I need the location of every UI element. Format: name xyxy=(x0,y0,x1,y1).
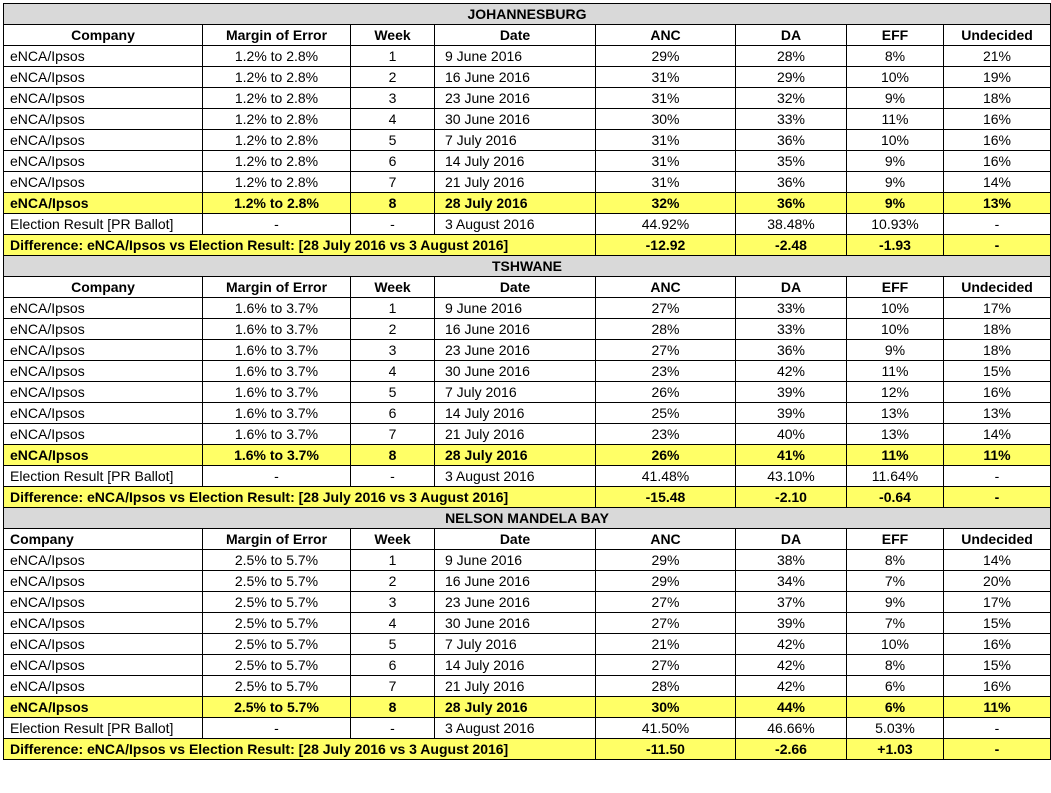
cell-undecided: 11% xyxy=(944,697,1051,718)
column-header-week: Week xyxy=(351,277,435,298)
cell-da: 42% xyxy=(736,634,847,655)
cell-company: eNCA/Ipsos xyxy=(4,382,203,403)
cell-date: 16 June 2016 xyxy=(435,67,596,88)
column-header-undecided: Undecided xyxy=(944,277,1051,298)
latest-poll-row xyxy=(4,193,1051,214)
cell-undecided: 16% xyxy=(944,634,1051,655)
cell-week: - xyxy=(351,214,435,235)
poll-row xyxy=(4,67,1051,88)
column-header-eff: EFF xyxy=(847,529,944,550)
cell-margin-of-error: 1.2% to 2.8% xyxy=(203,172,351,193)
cell-da: 40% xyxy=(736,424,847,445)
cell-date: 23 June 2016 xyxy=(435,88,596,109)
cell-da: 42% xyxy=(736,676,847,697)
column-header-undecided: Undecided xyxy=(944,529,1051,550)
column-header-margin-of-error: Margin of Error xyxy=(203,277,351,298)
cell-da: 36% xyxy=(736,172,847,193)
poll-row xyxy=(4,382,1051,403)
cell-margin-of-error: 1.2% to 2.8% xyxy=(203,193,351,214)
column-header-company: Company xyxy=(4,277,203,298)
cell-anc: 31% xyxy=(596,172,736,193)
column-header-margin-of-error: Margin of Error xyxy=(203,529,351,550)
cell-undecided: 19% xyxy=(944,67,1051,88)
cell-week: 3 xyxy=(351,592,435,613)
cell-company: eNCA/Ipsos xyxy=(4,550,203,571)
column-header-eff: EFF xyxy=(847,25,944,46)
column-header-date: Date xyxy=(435,277,596,298)
cell-undecided: - xyxy=(944,718,1051,739)
column-header-undecided: Undecided xyxy=(944,25,1051,46)
cell-week: 2 xyxy=(351,319,435,340)
cell-eff: 11% xyxy=(847,361,944,382)
column-header-anc: ANC xyxy=(596,25,736,46)
election-result-row xyxy=(4,718,1051,739)
difference-eff: -0.64 xyxy=(847,487,944,508)
column-header-anc: ANC xyxy=(596,529,736,550)
cell-margin-of-error: 1.6% to 3.7% xyxy=(203,319,351,340)
poll-row xyxy=(4,298,1051,319)
cell-undecided: 20% xyxy=(944,571,1051,592)
cell-undecided: 17% xyxy=(944,298,1051,319)
cell-company: eNCA/Ipsos xyxy=(4,151,203,172)
cell-undecided: 18% xyxy=(944,319,1051,340)
cell-date: 23 June 2016 xyxy=(435,340,596,361)
cell-week: 2 xyxy=(351,571,435,592)
cell-company: eNCA/Ipsos xyxy=(4,361,203,382)
cell-company: Election Result [PR Ballot] xyxy=(4,466,203,487)
cell-date: 21 July 2016 xyxy=(435,424,596,445)
cell-eff: 13% xyxy=(847,424,944,445)
poll-row xyxy=(4,403,1051,424)
cell-margin-of-error: - xyxy=(203,466,351,487)
cell-da: 36% xyxy=(736,193,847,214)
poll-row xyxy=(4,109,1051,130)
cell-eff: 13% xyxy=(847,403,944,424)
section-title-row xyxy=(4,256,1051,277)
cell-anc: 41.50% xyxy=(596,718,736,739)
cell-date: 9 June 2016 xyxy=(435,46,596,67)
cell-anc: 27% xyxy=(596,298,736,319)
cell-undecided: 18% xyxy=(944,340,1051,361)
cell-eff: 6% xyxy=(847,676,944,697)
cell-margin-of-error: - xyxy=(203,214,351,235)
cell-eff: 10% xyxy=(847,319,944,340)
difference-eff: -1.93 xyxy=(847,235,944,256)
cell-week: 7 xyxy=(351,676,435,697)
column-header-company: Company xyxy=(4,529,203,550)
cell-company: eNCA/Ipsos xyxy=(4,109,203,130)
cell-margin-of-error: 1.6% to 3.7% xyxy=(203,424,351,445)
cell-anc: 31% xyxy=(596,88,736,109)
cell-company: eNCA/Ipsos xyxy=(4,424,203,445)
cell-anc: 28% xyxy=(596,319,736,340)
cell-margin-of-error: 1.2% to 2.8% xyxy=(203,109,351,130)
cell-eff: 9% xyxy=(847,88,944,109)
cell-week: 7 xyxy=(351,172,435,193)
poll-row xyxy=(4,550,1051,571)
cell-company: eNCA/Ipsos xyxy=(4,172,203,193)
cell-week: 4 xyxy=(351,613,435,634)
column-header-eff: EFF xyxy=(847,277,944,298)
difference-label: Difference: eNCA/Ipsos vs Election Result: [28 July 2016 vs 3 August 2016] xyxy=(4,487,596,508)
poll-row xyxy=(4,319,1051,340)
column-header-da: DA xyxy=(736,277,847,298)
difference-row xyxy=(4,487,1051,508)
cell-date: 14 July 2016 xyxy=(435,403,596,424)
section-title: NELSON MANDELA BAY xyxy=(4,508,1051,529)
cell-margin-of-error: 1.6% to 3.7% xyxy=(203,445,351,466)
cell-company: eNCA/Ipsos xyxy=(4,403,203,424)
cell-date: 21 July 2016 xyxy=(435,676,596,697)
cell-week: 5 xyxy=(351,382,435,403)
cell-undecided: 13% xyxy=(944,403,1051,424)
cell-date: 28 July 2016 xyxy=(435,193,596,214)
cell-da: 46.66% xyxy=(736,718,847,739)
cell-undecided: 14% xyxy=(944,172,1051,193)
cell-margin-of-error: 1.2% to 2.8% xyxy=(203,67,351,88)
poll-row xyxy=(4,676,1051,697)
poll-row xyxy=(4,46,1051,67)
cell-undecided: 15% xyxy=(944,613,1051,634)
cell-margin-of-error: 1.2% to 2.8% xyxy=(203,151,351,172)
column-header-margin-of-error: Margin of Error xyxy=(203,25,351,46)
election-result-row xyxy=(4,466,1051,487)
cell-date: 3 August 2016 xyxy=(435,466,596,487)
column-header-week: Week xyxy=(351,25,435,46)
cell-da: 34% xyxy=(736,571,847,592)
cell-undecided: 14% xyxy=(944,424,1051,445)
difference-da: -2.10 xyxy=(736,487,847,508)
poll-row xyxy=(4,634,1051,655)
cell-date: 30 June 2016 xyxy=(435,613,596,634)
cell-week: 6 xyxy=(351,403,435,424)
cell-anc: 41.48% xyxy=(596,466,736,487)
cell-date: 16 June 2016 xyxy=(435,571,596,592)
cell-da: 38% xyxy=(736,550,847,571)
cell-company: eNCA/Ipsos xyxy=(4,655,203,676)
header-row xyxy=(4,529,1051,550)
cell-company: eNCA/Ipsos xyxy=(4,697,203,718)
column-header-da: DA xyxy=(736,25,847,46)
cell-date: 21 July 2016 xyxy=(435,172,596,193)
cell-date: 9 June 2016 xyxy=(435,298,596,319)
cell-anc: 31% xyxy=(596,130,736,151)
difference-da: -2.66 xyxy=(736,739,847,760)
column-header-anc: ANC xyxy=(596,277,736,298)
cell-week: 5 xyxy=(351,130,435,151)
cell-company: eNCA/Ipsos xyxy=(4,298,203,319)
cell-da: 37% xyxy=(736,592,847,613)
cell-eff: 7% xyxy=(847,613,944,634)
difference-undecided: - xyxy=(944,235,1051,256)
cell-undecided: 18% xyxy=(944,88,1051,109)
cell-margin-of-error: 1.6% to 3.7% xyxy=(203,340,351,361)
election-result-row xyxy=(4,214,1051,235)
cell-date: 28 July 2016 xyxy=(435,697,596,718)
section-title-row xyxy=(4,508,1051,529)
cell-eff: 10% xyxy=(847,298,944,319)
poll-row xyxy=(4,361,1051,382)
cell-anc: 26% xyxy=(596,445,736,466)
cell-anc: 27% xyxy=(596,613,736,634)
difference-anc: -15.48 xyxy=(596,487,736,508)
cell-company: eNCA/Ipsos xyxy=(4,193,203,214)
cell-eff: 9% xyxy=(847,592,944,613)
cell-undecided: 14% xyxy=(944,550,1051,571)
cell-anc: 27% xyxy=(596,655,736,676)
cell-anc: 30% xyxy=(596,697,736,718)
cell-eff: 12% xyxy=(847,382,944,403)
cell-eff: 11% xyxy=(847,445,944,466)
cell-eff: 8% xyxy=(847,550,944,571)
cell-undecided: 16% xyxy=(944,130,1051,151)
cell-margin-of-error: 2.5% to 5.7% xyxy=(203,634,351,655)
cell-undecided: - xyxy=(944,466,1051,487)
cell-eff: 5.03% xyxy=(847,718,944,739)
cell-week: 3 xyxy=(351,88,435,109)
cell-date: 7 July 2016 xyxy=(435,382,596,403)
cell-eff: 11% xyxy=(847,109,944,130)
cell-date: 28 July 2016 xyxy=(435,445,596,466)
poll-row xyxy=(4,151,1051,172)
cell-undecided: 21% xyxy=(944,46,1051,67)
cell-eff: 9% xyxy=(847,151,944,172)
latest-poll-row xyxy=(4,697,1051,718)
cell-anc: 21% xyxy=(596,634,736,655)
cell-week: 8 xyxy=(351,445,435,466)
cell-anc: 26% xyxy=(596,382,736,403)
cell-week: 2 xyxy=(351,67,435,88)
column-header-date: Date xyxy=(435,25,596,46)
cell-company: Election Result [PR Ballot] xyxy=(4,718,203,739)
cell-company: eNCA/Ipsos xyxy=(4,88,203,109)
cell-undecided: 15% xyxy=(944,655,1051,676)
cell-margin-of-error: 1.6% to 3.7% xyxy=(203,403,351,424)
cell-week: 5 xyxy=(351,634,435,655)
difference-da: -2.48 xyxy=(736,235,847,256)
poll-row xyxy=(4,130,1051,151)
cell-anc: 32% xyxy=(596,193,736,214)
cell-company: eNCA/Ipsos xyxy=(4,613,203,634)
cell-date: 30 June 2016 xyxy=(435,361,596,382)
cell-da: 29% xyxy=(736,67,847,88)
cell-da: 44% xyxy=(736,697,847,718)
cell-da: 36% xyxy=(736,130,847,151)
cell-anc: 28% xyxy=(596,676,736,697)
cell-anc: 44.92% xyxy=(596,214,736,235)
cell-da: 42% xyxy=(736,655,847,676)
cell-da: 39% xyxy=(736,382,847,403)
cell-margin-of-error: 2.5% to 5.7% xyxy=(203,697,351,718)
cell-week: 3 xyxy=(351,340,435,361)
cell-eff: 9% xyxy=(847,172,944,193)
column-header-da: DA xyxy=(736,529,847,550)
cell-week: 6 xyxy=(351,655,435,676)
cell-da: 28% xyxy=(736,46,847,67)
cell-company: eNCA/Ipsos xyxy=(4,340,203,361)
cell-company: eNCA/Ipsos xyxy=(4,592,203,613)
poll-comparison-table xyxy=(3,3,1051,760)
cell-date: 16 June 2016 xyxy=(435,319,596,340)
cell-undecided: 15% xyxy=(944,361,1051,382)
column-header-date: Date xyxy=(435,529,596,550)
cell-date: 30 June 2016 xyxy=(435,109,596,130)
cell-date: 7 July 2016 xyxy=(435,130,596,151)
cell-undecided: 16% xyxy=(944,109,1051,130)
poll-row xyxy=(4,172,1051,193)
cell-week: 8 xyxy=(351,697,435,718)
cell-undecided: - xyxy=(944,214,1051,235)
cell-eff: 6% xyxy=(847,697,944,718)
cell-da: 33% xyxy=(736,109,847,130)
cell-eff: 10% xyxy=(847,634,944,655)
cell-undecided: 16% xyxy=(944,151,1051,172)
cell-company: eNCA/Ipsos xyxy=(4,634,203,655)
cell-anc: 23% xyxy=(596,361,736,382)
cell-margin-of-error: 1.2% to 2.8% xyxy=(203,46,351,67)
section-title: TSHWANE xyxy=(4,256,1051,277)
poll-row xyxy=(4,424,1051,445)
section-title: JOHANNESBURG xyxy=(4,4,1051,25)
cell-week: - xyxy=(351,466,435,487)
cell-eff: 9% xyxy=(847,193,944,214)
cell-anc: 31% xyxy=(596,67,736,88)
cell-date: 14 July 2016 xyxy=(435,151,596,172)
cell-da: 39% xyxy=(736,403,847,424)
cell-margin-of-error: 1.6% to 3.7% xyxy=(203,361,351,382)
cell-company: eNCA/Ipsos xyxy=(4,67,203,88)
difference-label: Difference: eNCA/Ipsos vs Election Result: [28 July 2016 vs 3 August 2016] xyxy=(4,739,596,760)
cell-da: 43.10% xyxy=(736,466,847,487)
cell-company: eNCA/Ipsos xyxy=(4,571,203,592)
cell-week: 8 xyxy=(351,193,435,214)
cell-date: 9 June 2016 xyxy=(435,550,596,571)
section-title-row xyxy=(4,4,1051,25)
cell-da: 33% xyxy=(736,319,847,340)
cell-week: 7 xyxy=(351,424,435,445)
cell-margin-of-error: 2.5% to 5.7% xyxy=(203,550,351,571)
difference-undecided: - xyxy=(944,739,1051,760)
cell-eff: 8% xyxy=(847,655,944,676)
cell-eff: 7% xyxy=(847,571,944,592)
cell-eff: 10% xyxy=(847,67,944,88)
cell-margin-of-error: 2.5% to 5.7% xyxy=(203,655,351,676)
cell-da: 32% xyxy=(736,88,847,109)
cell-anc: 27% xyxy=(596,340,736,361)
difference-anc: -11.50 xyxy=(596,739,736,760)
poll-row xyxy=(4,613,1051,634)
cell-da: 39% xyxy=(736,613,847,634)
cell-da: 38.48% xyxy=(736,214,847,235)
poll-row xyxy=(4,88,1051,109)
cell-date: 3 August 2016 xyxy=(435,718,596,739)
cell-company: eNCA/Ipsos xyxy=(4,676,203,697)
cell-margin-of-error: 2.5% to 5.7% xyxy=(203,613,351,634)
cell-undecided: 13% xyxy=(944,193,1051,214)
cell-date: 23 June 2016 xyxy=(435,592,596,613)
cell-company: eNCA/Ipsos xyxy=(4,445,203,466)
poll-row xyxy=(4,340,1051,361)
column-header-company: Company xyxy=(4,25,203,46)
cell-anc: 30% xyxy=(596,109,736,130)
poll-row xyxy=(4,592,1051,613)
cell-eff: 11.64% xyxy=(847,466,944,487)
header-row xyxy=(4,277,1051,298)
difference-row xyxy=(4,235,1051,256)
cell-margin-of-error: 1.2% to 2.8% xyxy=(203,130,351,151)
latest-poll-row xyxy=(4,445,1051,466)
cell-undecided: 17% xyxy=(944,592,1051,613)
cell-anc: 29% xyxy=(596,550,736,571)
cell-da: 35% xyxy=(736,151,847,172)
difference-anc: -12.92 xyxy=(596,235,736,256)
cell-undecided: 11% xyxy=(944,445,1051,466)
cell-anc: 31% xyxy=(596,151,736,172)
cell-margin-of-error: 1.6% to 3.7% xyxy=(203,298,351,319)
difference-label: Difference: eNCA/Ipsos vs Election Result: [28 July 2016 vs 3 August 2016] xyxy=(4,235,596,256)
cell-anc: 29% xyxy=(596,571,736,592)
cell-margin-of-error: 1.6% to 3.7% xyxy=(203,382,351,403)
cell-week: 1 xyxy=(351,46,435,67)
header-row xyxy=(4,25,1051,46)
cell-anc: 27% xyxy=(596,592,736,613)
cell-date: 7 July 2016 xyxy=(435,634,596,655)
cell-date: 14 July 2016 xyxy=(435,655,596,676)
cell-margin-of-error: 2.5% to 5.7% xyxy=(203,592,351,613)
difference-undecided: - xyxy=(944,487,1051,508)
cell-company: Election Result [PR Ballot] xyxy=(4,214,203,235)
cell-undecided: 16% xyxy=(944,382,1051,403)
poll-row xyxy=(4,571,1051,592)
cell-margin-of-error: 2.5% to 5.7% xyxy=(203,571,351,592)
cell-margin-of-error: - xyxy=(203,718,351,739)
cell-eff: 9% xyxy=(847,340,944,361)
cell-da: 42% xyxy=(736,361,847,382)
cell-eff: 8% xyxy=(847,46,944,67)
cell-week: 6 xyxy=(351,151,435,172)
cell-anc: 25% xyxy=(596,403,736,424)
cell-week: - xyxy=(351,718,435,739)
cell-anc: 29% xyxy=(596,46,736,67)
poll-row xyxy=(4,655,1051,676)
cell-da: 41% xyxy=(736,445,847,466)
cell-company: eNCA/Ipsos xyxy=(4,46,203,67)
cell-margin-of-error: 1.2% to 2.8% xyxy=(203,88,351,109)
cell-undecided: 16% xyxy=(944,676,1051,697)
difference-row xyxy=(4,739,1051,760)
cell-week: 1 xyxy=(351,550,435,571)
cell-week: 4 xyxy=(351,109,435,130)
cell-date: 3 August 2016 xyxy=(435,214,596,235)
cell-anc: 23% xyxy=(596,424,736,445)
cell-da: 36% xyxy=(736,340,847,361)
cell-company: eNCA/Ipsos xyxy=(4,319,203,340)
cell-eff: 10% xyxy=(847,130,944,151)
cell-company: eNCA/Ipsos xyxy=(4,130,203,151)
column-header-week: Week xyxy=(351,529,435,550)
cell-eff: 10.93% xyxy=(847,214,944,235)
cell-margin-of-error: 2.5% to 5.7% xyxy=(203,676,351,697)
cell-da: 33% xyxy=(736,298,847,319)
cell-week: 1 xyxy=(351,298,435,319)
difference-eff: +1.03 xyxy=(847,739,944,760)
cell-week: 4 xyxy=(351,361,435,382)
table-body xyxy=(4,4,1051,760)
